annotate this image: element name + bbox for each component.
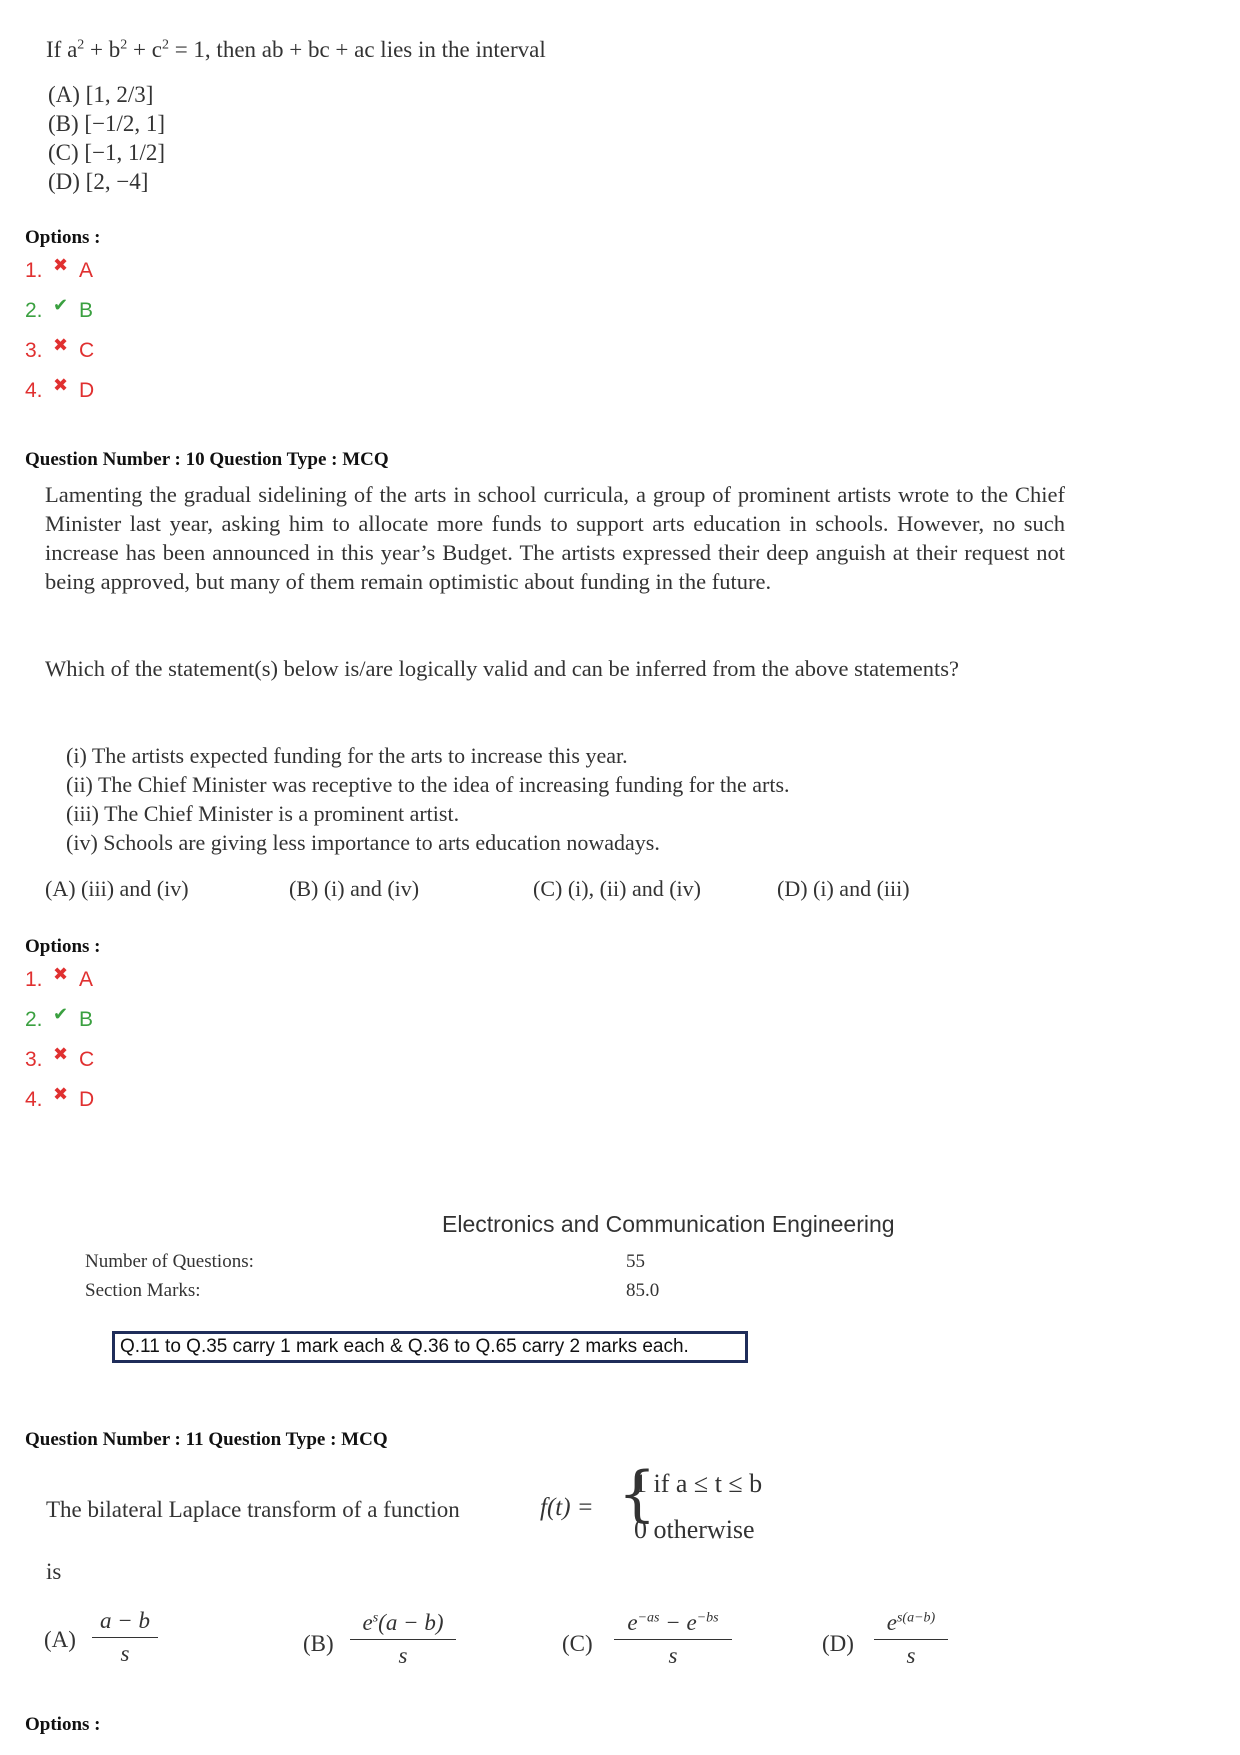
- q11-choice-d-fraction: [874, 1610, 948, 1669]
- q10-option-1[interactable]: 1. ✖ A: [25, 963, 94, 991]
- q10-question: Which of the statement(s) below is/are logically valid and can be inferred from the above statements?: [45, 656, 960, 681]
- q11-function: [540, 1494, 594, 1522]
- q10-option-3[interactable]: 3. ✖ C: [25, 1043, 95, 1071]
- q9-option-2[interactable]: 2. ✔ B: [25, 294, 94, 322]
- q11-choice-d-numerator: $e^{s(a-b)}$: [886, 1610, 936, 1635]
- q10-answer-a: (A) (iii) and (iv): [45, 876, 189, 901]
- q10-statement-i: (i) The artists expected funding for the arts to increase this year.: [66, 743, 628, 768]
- cross-icon: ✖: [53, 254, 69, 275]
- q11-choice-d-denominator: s: [906, 1643, 916, 1668]
- q11-choice-a-fraction: [92, 1608, 158, 1667]
- section-num-questions: 55: [626, 1251, 645, 1272]
- q11-choice-b-fraction: [350, 1610, 456, 1669]
- section-title: Electronics and Communication Engineering: [442, 1211, 895, 1237]
- q9-choice-a: (A) [1, 2/3]: [48, 82, 154, 107]
- q11-choice-b-denominator: s: [398, 1643, 408, 1668]
- q11-choice-a-numerator: a − b: [99, 1608, 151, 1633]
- q10-header: Question Number : 10 Question Type : MCQ: [25, 449, 389, 470]
- q10-answer-d: (D) (i) and (iii): [777, 876, 910, 901]
- q11-choice-c-denominator: s: [668, 1643, 678, 1668]
- q10-option-2[interactable]: 2. ✔ B: [25, 1003, 94, 1031]
- q11-brace: {: [618, 1459, 657, 1529]
- q9-choice-c: (C) [−1, 1/2]: [48, 140, 166, 165]
- q9-option-4[interactable]: 4. ✖ D: [25, 374, 95, 402]
- q11-choice-b-label: (B): [303, 1631, 334, 1656]
- q11-choice-c-label: (C): [562, 1631, 593, 1656]
- q11-options-label: Options :: [25, 1714, 101, 1735]
- section-marks-note: Q.11 to Q.35 carry 1 mark each & Q.36 to Q.65 carry 2 marks each.: [112, 1331, 748, 1363]
- q9-option-1[interactable]: 1. ✖ A: [25, 254, 94, 282]
- q11-choice-b-numerator: $e^s(a - b)$: [362, 1610, 444, 1635]
- q11-choice-c-numerator: $e^{-as} - e^{-bs}$: [627, 1610, 719, 1635]
- q11-choice-c-fraction: [614, 1610, 732, 1669]
- q9-choice-b: (B) [−1/2, 1]: [48, 111, 166, 136]
- q10-options-label: Options :: [25, 936, 101, 957]
- cross-icon: ✖: [53, 1043, 69, 1064]
- q9-options-label: Options :: [25, 227, 101, 248]
- q10-answer-b: (B) (i) and (iv): [289, 876, 420, 901]
- cross-icon: ✖: [53, 374, 69, 395]
- q9-stem: If $a^2 + b^2 + c^2 = 1$, then ab + bc + ac lies in the interval: [46, 37, 546, 62]
- cross-icon: ✖: [53, 1083, 69, 1104]
- check-icon: ✔: [53, 1003, 69, 1024]
- cross-icon: ✖: [53, 334, 69, 355]
- q10-statements: [66, 741, 790, 857]
- q10-options-list: [25, 965, 94, 1115]
- q11-is: is: [46, 1559, 62, 1584]
- q11-choice-a-label: (A): [44, 1627, 76, 1652]
- q11-case-1: 1 if a ≤ t ≤ b: [634, 1469, 763, 1498]
- check-icon: ✔: [53, 294, 69, 315]
- q9-option-3[interactable]: 3. ✖ C: [25, 334, 95, 362]
- cross-icon: ✖: [53, 963, 69, 984]
- q10-option-4[interactable]: 4. ✖ D: [25, 1083, 95, 1111]
- q11-case-2: 0 otherwise: [634, 1515, 755, 1544]
- section-marks: 85.0: [626, 1280, 660, 1301]
- q11-choice-d-label: (D): [822, 1631, 854, 1656]
- section-marks-label: Section Marks:: [85, 1280, 201, 1301]
- q10-answer-c: (C) (i), (ii) and (iv): [533, 876, 701, 901]
- q11-func-label: f(t) =: [540, 1494, 594, 1521]
- q11-stem: The bilateral Laplace transform of a function: [46, 1497, 460, 1522]
- q11-choice-a-denominator: s: [120, 1641, 130, 1666]
- q11-header: Question Number : 11 Question Type : MCQ: [25, 1429, 388, 1450]
- section-num-questions-label: Number of Questions:: [85, 1251, 254, 1272]
- q10-statement-iii: (iii) The Chief Minister is a prominent artist.: [66, 801, 460, 826]
- q10-statement-ii: (ii) The Chief Minister was receptive to the idea of increasing funding for the arts.: [66, 772, 790, 797]
- q9-choices: [48, 80, 165, 196]
- q10-paragraph: Lamenting the gradual sidelining of the arts in school curricula, a group of prominent artists wrote to the Chief Minister last year, asking him to allocate more funds to support arts education in schools. However, no such increase has been announced in this year’s Budget. The artists expressed their deep anguish at their request not being approved, but many of them remain optimistic about funding in the future.: [45, 482, 1065, 594]
- q10-statement-iv: (iv) Schools are giving less importance to arts education nowadays.: [66, 830, 660, 855]
- q9-options-list: [25, 256, 94, 406]
- q9-choice-d: (D) [2, −4]: [48, 169, 149, 194]
